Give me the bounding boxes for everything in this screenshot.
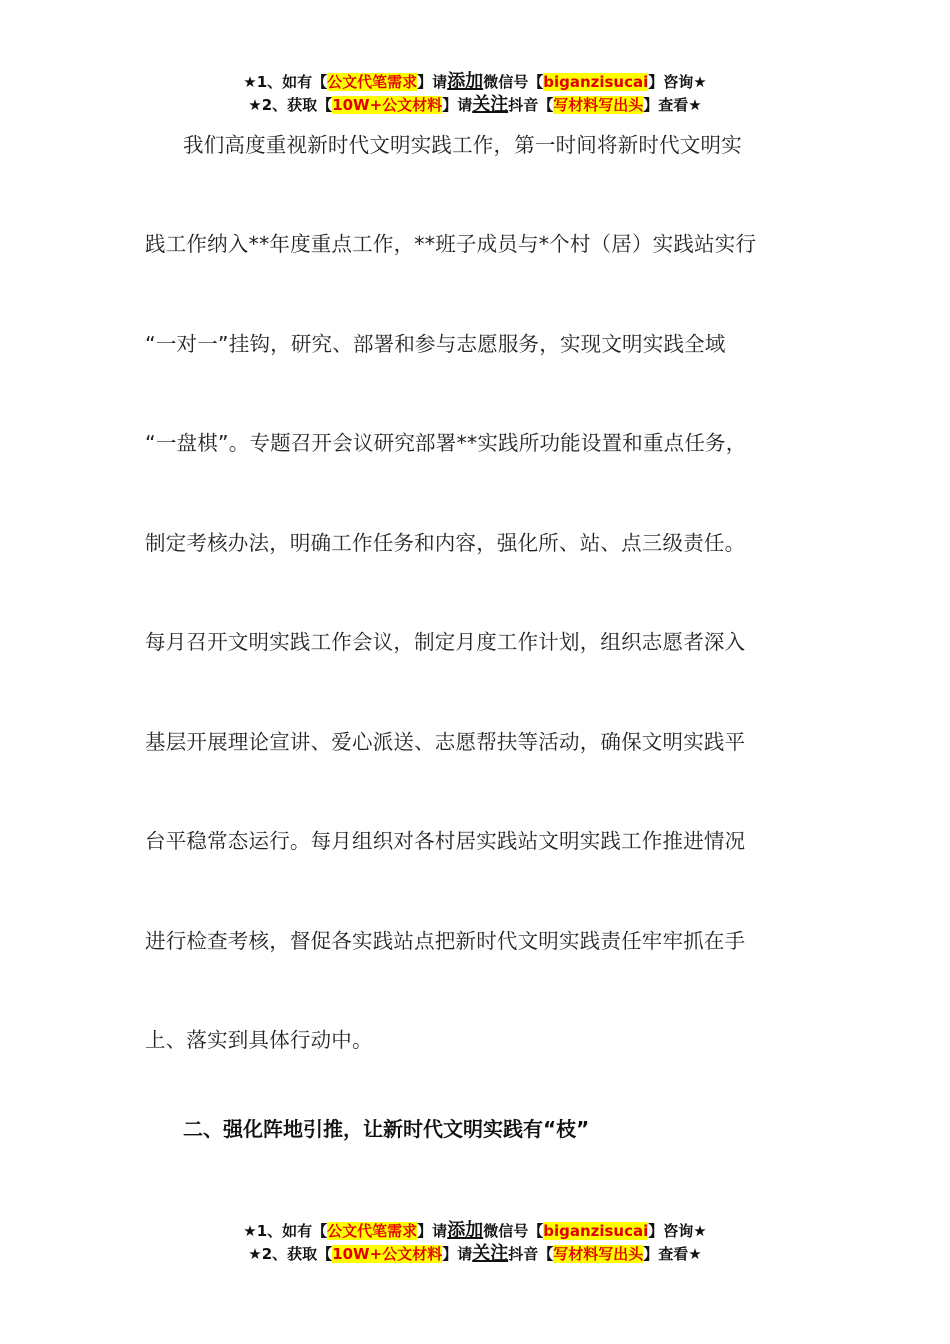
underlined-add: 添加: [447, 1220, 484, 1241]
body-line: 基层开展理论宣讲、爱心派送、志愿帮扶等活动，确保文明实践平: [145, 730, 746, 754]
body-line: 台平稳常态运行。每月组织对各村居实践站文明实践工作推进情况: [145, 829, 746, 853]
footer-banner-line-1: [0, 1219, 950, 1242]
underlined-follow: 关注: [472, 94, 509, 115]
banner-text: 】查看★: [643, 1245, 702, 1263]
underlined-add: 添加: [447, 71, 484, 92]
banner-text: ★2、获取【: [248, 1245, 333, 1263]
banner-text: 】请: [417, 73, 448, 91]
header-banner-line-2: [0, 93, 950, 116]
banner-text: 】咨询★: [648, 73, 707, 91]
body-line: 上、落实到具体行动中。: [145, 1028, 373, 1052]
header-banner: [0, 70, 950, 116]
banner-text: ★1、如有【: [243, 73, 328, 91]
banner-text: 】咨询★: [648, 1222, 707, 1240]
highlight-ghostwriting: 公文代笔需求: [327, 1222, 418, 1240]
body-line: 每月召开文明实践工作会议，制定月度工作计划，组织志愿者深入: [145, 630, 746, 654]
body-line: 我们高度重视新时代文明实践工作，第一时间将新时代文明实: [183, 133, 742, 157]
highlight-wechat-id: biganzisucai: [543, 1222, 649, 1240]
banner-text: 微信号【: [483, 1222, 544, 1240]
body-line: 践工作纳入**年度重点工作，**班子成员与*个村（居）实践站实行: [145, 232, 757, 256]
section-heading: 二、强化阵地引推，让新时代文明实践有“枝”: [183, 1117, 590, 1141]
footer-banner: [0, 1219, 950, 1265]
highlight-materials: 10W+公文材料: [332, 1245, 443, 1263]
highlight-douyin-account: 写材料写出头: [553, 96, 644, 114]
banner-text: 】请: [417, 1222, 448, 1240]
banner-text: 】请: [442, 1245, 473, 1263]
banner-text: ★1、如有【: [243, 1222, 328, 1240]
highlight-douyin-account: 写材料写出头: [553, 1245, 644, 1263]
banner-text: 抖音【: [508, 96, 554, 114]
body-line: 制定考核办法，明确工作任务和内容，强化所、站、点三级责任。: [145, 531, 746, 555]
footer-banner-line-2: [0, 1242, 950, 1265]
underlined-follow: 关注: [472, 1243, 509, 1264]
banner-text: 微信号【: [483, 73, 544, 91]
header-banner-line-1: [0, 70, 950, 93]
banner-text: 抖音【: [508, 1245, 554, 1263]
highlight-ghostwriting: 公文代笔需求: [327, 73, 418, 91]
highlight-wechat-id: biganzisucai: [543, 73, 649, 91]
banner-text: ★2、获取【: [248, 96, 333, 114]
banner-text: 】查看★: [643, 96, 702, 114]
body-line: “一对一”挂钩，研究、部署和参与志愿服务，实现文明实践全域: [145, 332, 726, 356]
highlight-materials: 10W+公文材料: [332, 96, 443, 114]
banner-text: 】请: [442, 96, 473, 114]
body-line: 进行检查考核，督促各实践站点把新时代文明实践责任牢牢抓在手: [145, 929, 746, 953]
body-line: “一盘棋”。专题召开会议研究部署**实践所功能设置和重点任务，: [145, 431, 747, 455]
